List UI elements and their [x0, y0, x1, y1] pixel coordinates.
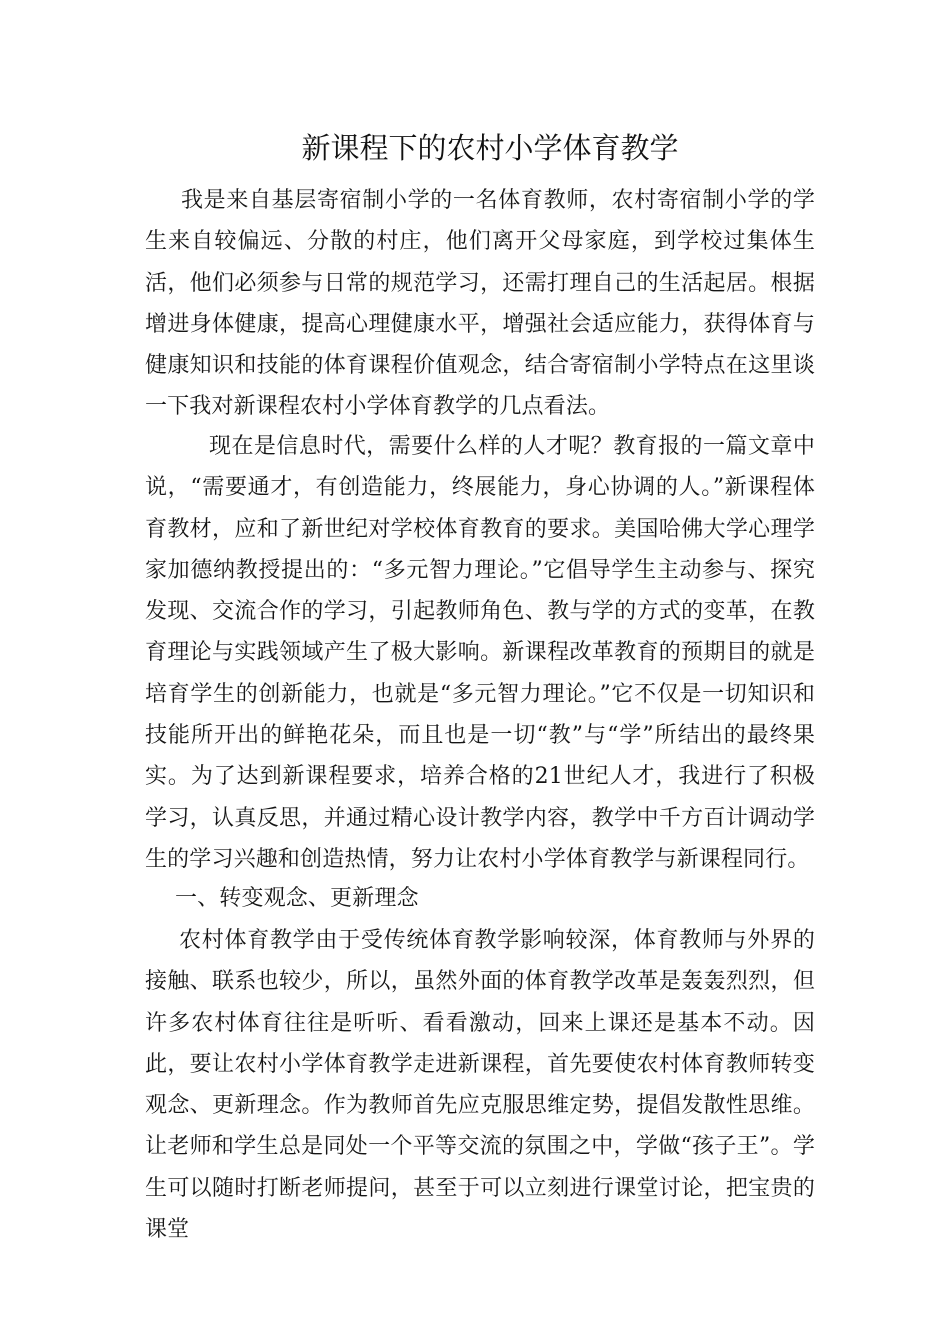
background-paragraph: 现在是信息时代，需要什么样的人才呢？教育报的一篇文章中说，“需要通才，有创造能力，终展能力，身心协调的人。”新课程体育教材，应和了新世纪对学校体育教育的要求。美国哈佛大学心理学家加德纳教授提出的：“多元智力理论。”它倡导学生主动参与、探究发现、交流合作的学习，引起教师角色、教与学的方式的变革，在教育理论与实践领域产生了极大影响。新课程改革教育的预期目的就是培育学生的创新能力，也就是“多元智力理论。”它不仅是一切知识和技能所开出的鲜艳花朵，而且也是一切“教”与“学”所结出的最终果实。为了达到新课程要求，培养合格的21世纪人才，我进行了积极学习，认真反思，并通过精心设计教学内容，教学中千方百计调动学生的学习兴趣和创造热情，努力让农村小学体育教学与新课程同行。: [145, 434, 815, 872]
section-heading: 一、转变观念、更新理念: [175, 886, 419, 911]
section-paragraph: 农村体育教学由于受传统体育教学影响较深，体育教师与外界的接触、联系也较少，所以，虽然外面的体育教学改革是轰轰烈烈，但许多农村体育往往是听听、看看激动，回来上课还是基本不动。因此，要让农村小学体育教学走进新课程，首先要使农村体育教师转变观念、更新理念。作为教师首先应克服思维定势，提倡发散性思维。让老师和学生总是同处一个平等交流的氛围之中，学做“孩子王”。学生可以随时打断老师提问，甚至于可以立刻进行课堂讨论，把宝贵的课堂: [145, 928, 815, 1243]
document-title: 新课程下的农村小学体育教学: [301, 131, 679, 165]
intro-paragraph: 我是来自基层寄宿制小学的一名体育教师，农村寄宿制小学的学生来自较偏远、分散的村庄，他们离开父母家庭，到学校过集体生活，他们必须参与日常的规范学习，还需打理自己的生活起居。根据增进身体健康，提高心理健康水平，增强社会适应能力，获得体育与健康知识和技能的体育课程价值观念，结合寄宿制小学特点在这里谈一下我对新课程农村小学体育教学的几点看法。: [145, 188, 815, 420]
